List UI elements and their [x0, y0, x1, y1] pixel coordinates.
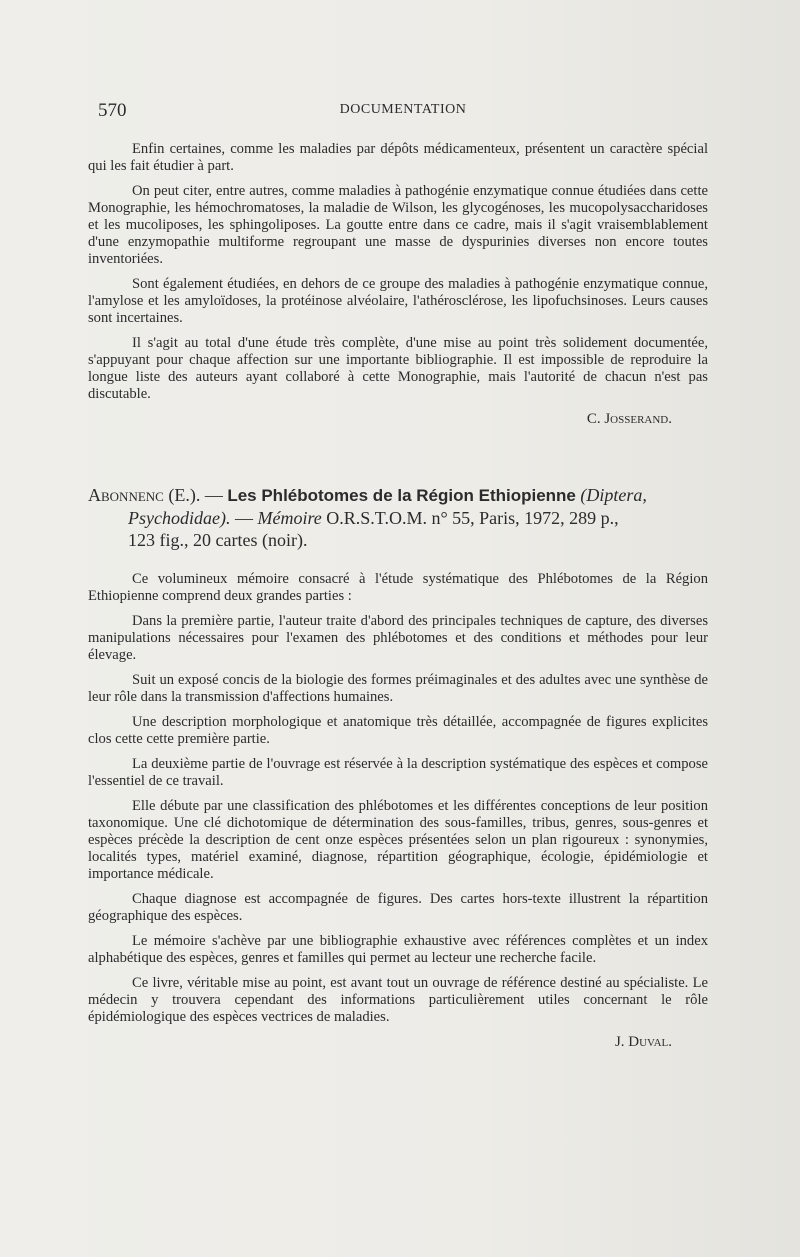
paragraph: Enfin certaines, comme les maladies par dépôts médicamenteux, présentent un caractère spécial qui les fait étudier à part. [88, 141, 708, 174]
page-header [98, 100, 708, 122]
signature: C. Josserand. [586, 411, 672, 427]
paragraph: La deuxième partie de l'ouvrage est réservée à la description systématique des espèces et compose l'essentiel de ce travail. [88, 756, 708, 789]
paragraph: Il s'agit au total d'une étude très complète, d'une mise au point très solidement documentée, s'appuyant pour chaque affection sur une importante bibliographie. Il est impossible de reproduire la longue liste des auteurs ayant collaboré à cette Monographie, mais l'autorité de chacun n'est pas discutable. [88, 335, 708, 402]
paragraph: Une description morphologique et anatomique très détaillée, accompagnée de figures explicites clos cette cette première partie. [88, 714, 708, 747]
paragraph: On peut citer, entre autres, comme maladies à pathogénie enzymatique connue étudiées dans cette Monographie, les hémochromatoses, la maladie de Wilson, les glycogénoses, les mucopolysaccharidoses et les mucoliposes, les sphingoliposes. La goutte entre dans ce cadre, mais il s'agit vraisemblablement d'une enzymopathie multiforme regroupant une masse de dyspurinies diverses non encore toutes inventoriées. [88, 183, 708, 267]
extent-info: 123 fig., 20 cartes (noir). [128, 530, 308, 550]
signature: J. Duval. [614, 1034, 672, 1050]
taxon-close: Psychodidae). [128, 508, 231, 528]
paragraph: Ce livre, véritable mise au point, est avant tout un ouvrage de référence destiné au spécialiste. Le médecin y trouvera cependant des informations particulièrement utiles concernant le rôle épidémiologique des espèces vectrices de maladies. [88, 975, 708, 1025]
running-title: DOCUMENTATION [339, 102, 467, 117]
paragraph: Suit un exposé concis de la biologie des formes préimaginales et des adultes avec une synthèse de leur rôle dans la transmission d'affections humaines. [88, 672, 708, 705]
paragraph: Dans la première partie, l'auteur traite d'abord des principales techniques de capture, des diverses manipulations nécessaires pour l'examen des phlébotomes et des conditions et méthodes pour leur élevage. [88, 613, 708, 663]
paragraph: Le mémoire s'achève par une bibliographie exhaustive avec références complètes et un index alphabétique des espèces, genres et familles qui permet au lecteur une recherche facile. [88, 933, 708, 966]
first-review-body [88, 141, 708, 436]
second-review-body [88, 571, 708, 1059]
book-title: Les Phlébotomes de la Région Ethiopienne [227, 486, 576, 505]
paragraph: Sont également étudiées, en dehors de ce groupe des maladies à pathogénie enzymatique connue, l'amylose et les amyloïdoses, la protéinose alvéolaire, l'athérosclérose, les lipofuchsinoses. Leurs causes sont incertaines. [88, 276, 708, 326]
review-author: Abonnenc (E.). [88, 485, 201, 505]
paragraph: Ce volumineux mémoire consacré à l'étude systématique des Phlébotomes de la Région Ethiopienne comprend deux grandes parties : [88, 571, 708, 604]
paragraph: Chaque diagnose est accompagnée de figures. Des cartes hors-texte illustrent la répartition géographique des espèces. [88, 891, 708, 924]
review-heading [88, 484, 728, 551]
series-name: Mémoire [257, 508, 322, 528]
publication-info: O.R.S.T.O.M. n° 55, Paris, 1972, 289 p., [321, 508, 619, 528]
heading-dash: — [230, 508, 258, 528]
taxon-open: (Diptera, [575, 485, 647, 505]
paragraph: Elle débute par une classification des phlébotomes et les différentes conceptions de leur position taxonomique. Une clé dichotomique de détermination des sous-familles, tribus, genres, sous-genres et espèces précède la description de cent onze espèces présentées selon un plan rigoureux : synonymies, localités types, matériel examiné, diagnose, répartition géographique, écologie, épidémiologie et importance médicale. [88, 798, 708, 882]
heading-dash: — [200, 485, 228, 505]
page-number: 570 [98, 100, 127, 121]
